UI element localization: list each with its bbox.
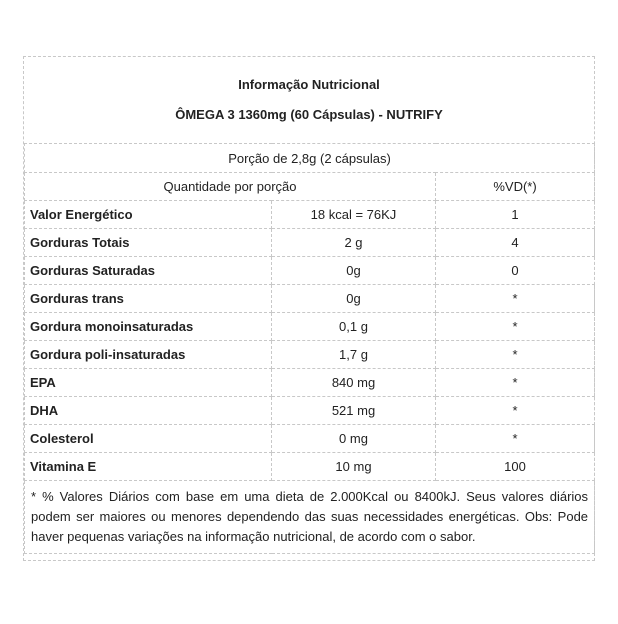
table-row <box>25 229 595 257</box>
nutrient-amount: 0g <box>272 285 436 313</box>
nutrient-dv: 1 <box>436 201 595 229</box>
table-row <box>25 369 595 397</box>
nutrient-dv: * <box>436 369 595 397</box>
footnote: * % Valores Diários com base em uma dieta de 2.000Kcal ou 8400kJ. Seus valores diários podem ser maiores ou menores dependendo das suas necessidades energéticas. Obs: Pode haver pequenas variações na informação nutricional, de acordo com o sabor. <box>25 481 595 554</box>
nutrient-label: Gordura poli-insaturadas <box>25 341 272 369</box>
panel-title: Informação Nutricional <box>238 77 380 92</box>
nutrient-dv: * <box>436 425 595 453</box>
nutrient-dv: * <box>436 341 595 369</box>
table-row <box>25 201 595 229</box>
nutrient-amount: 0 mg <box>272 425 436 453</box>
nutrient-amount: 18 kcal = 76KJ <box>272 201 436 229</box>
product-name: ÔMEGA 3 1360mg (60 Cápsulas) - NUTRIFY <box>175 107 443 122</box>
table-row <box>25 285 595 313</box>
nutrient-dv: 100 <box>436 453 595 481</box>
nutrient-label: Gorduras Totais <box>25 229 272 257</box>
table-row <box>25 425 595 453</box>
table-row <box>25 257 595 285</box>
nutrient-label: Gorduras Saturadas <box>25 257 272 285</box>
nutrient-label: Gordura monoinsaturadas <box>25 313 272 341</box>
nutrient-dv: 4 <box>436 229 595 257</box>
nutrient-label: Vitamina E <box>25 453 272 481</box>
table-row <box>25 341 595 369</box>
nutrient-amount: 840 mg <box>272 369 436 397</box>
table-row <box>25 453 595 481</box>
nutrient-amount: 0,1 g <box>272 313 436 341</box>
nutrient-amount: 0g <box>272 257 436 285</box>
nutrient-label: Valor Energético <box>25 201 272 229</box>
table-row <box>25 397 595 425</box>
nutrition-table <box>24 143 595 554</box>
column-header-dv: %VD(*) <box>436 173 595 201</box>
nutrient-dv: * <box>436 397 595 425</box>
nutrient-dv: 0 <box>436 257 595 285</box>
nutrient-label: EPA <box>25 369 272 397</box>
nutrient-label: Colesterol <box>25 425 272 453</box>
nutrient-label: DHA <box>25 397 272 425</box>
nutrient-amount: 10 mg <box>272 453 436 481</box>
serving-size: Porção de 2,8g (2 cápsulas) <box>25 144 595 173</box>
table-row <box>25 313 595 341</box>
nutrition-facts-panel <box>23 56 595 561</box>
nutrient-dv: * <box>436 313 595 341</box>
nutrient-dv: * <box>436 285 595 313</box>
nutrient-amount: 2 g <box>272 229 436 257</box>
nutrient-amount: 521 mg <box>272 397 436 425</box>
column-header-amount: Quantidade por porção <box>25 173 436 201</box>
nutrient-label: Gorduras trans <box>25 285 272 313</box>
nutrient-amount: 1,7 g <box>272 341 436 369</box>
